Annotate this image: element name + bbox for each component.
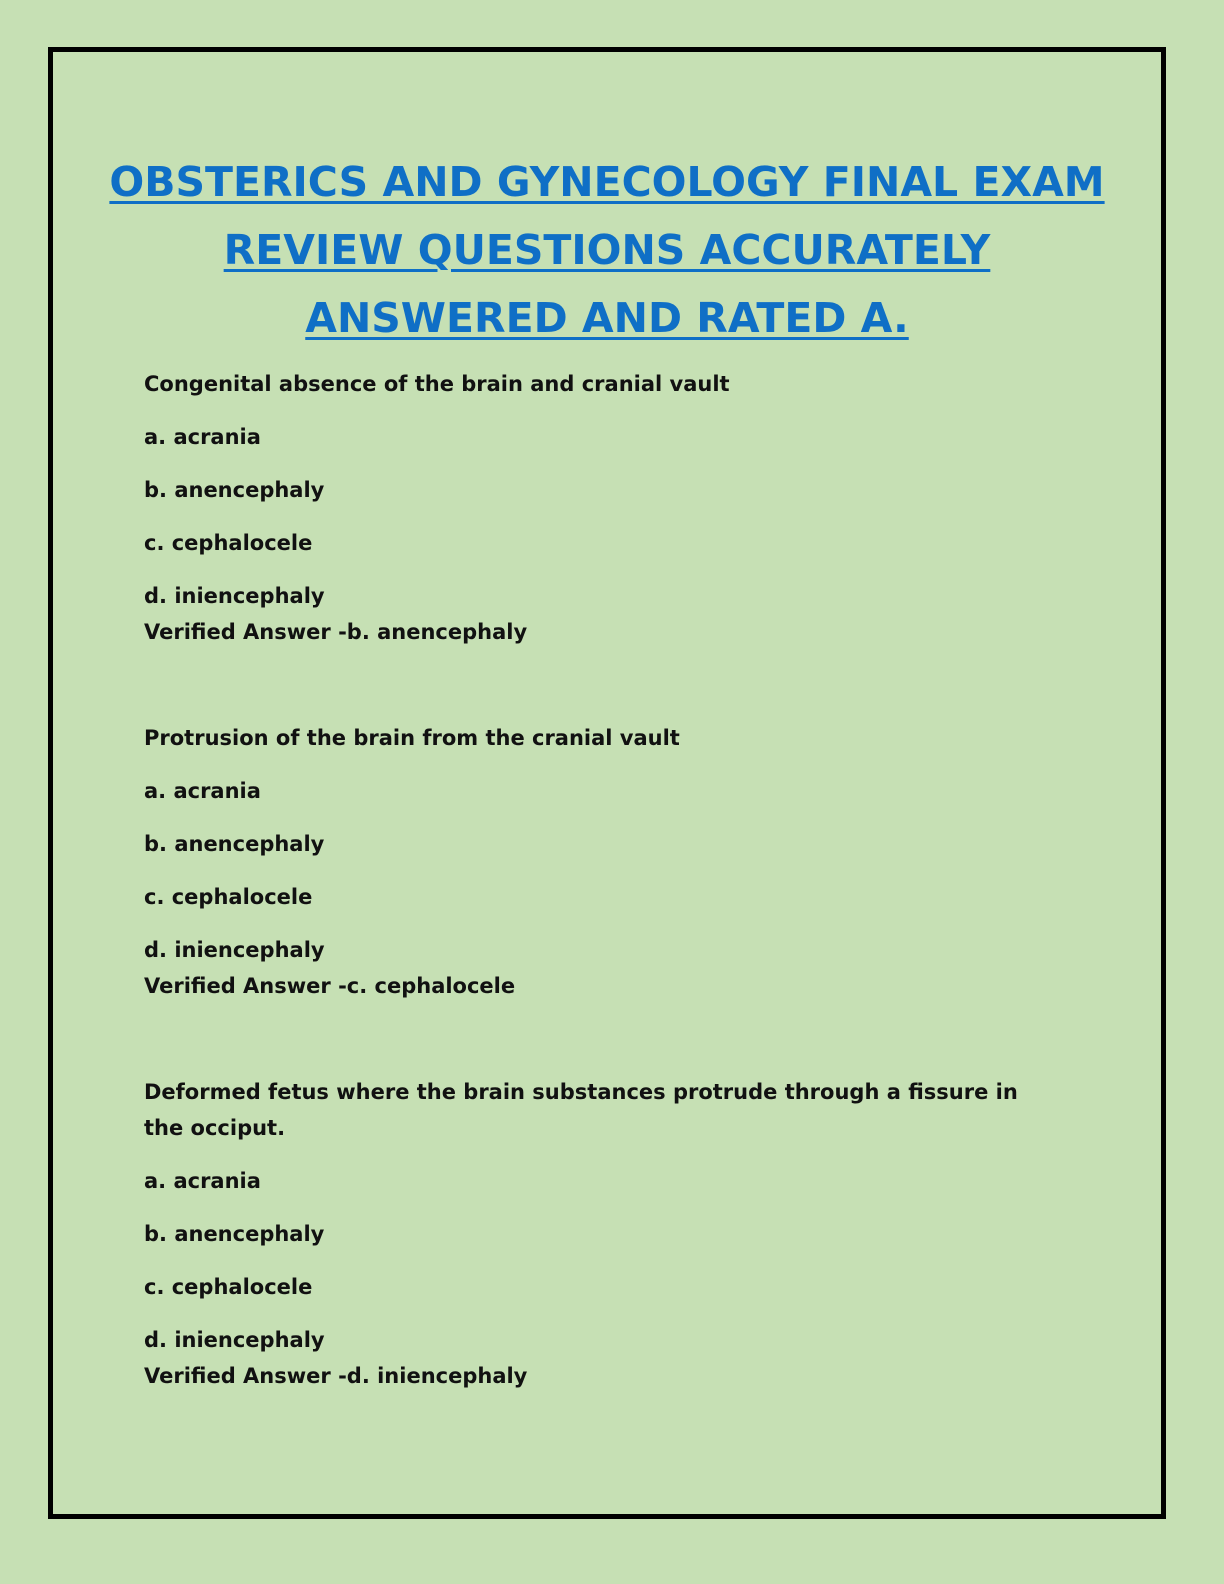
question-block-3 [144, 1074, 1064, 1394]
title-line-3: ANSWERED AND RATED A. [305, 294, 909, 342]
question-text: Deformed fetus where the brain substances protrude through a fissure in the occiput. [144, 1080, 1018, 1140]
question-text: Congenital absence of the brain and cranial vault [144, 372, 730, 396]
question-block-1 [144, 366, 1064, 650]
question-block-2 [144, 720, 1064, 1004]
title-line-2: REVIEW QUESTIONS ACCURATELY [223, 226, 991, 274]
title-line-1: OBSTERICS AND GYNECOLOGY FINAL EXAM [109, 158, 1105, 206]
question-text: Protrusion of the brain from the cranial vault [144, 726, 680, 750]
verified-answer: Verified Answer -d. iniencephaly [144, 1364, 528, 1388]
option-c: c. cephalocele [144, 1275, 313, 1299]
option-c: c. cephalocele [144, 885, 313, 909]
option-d: d. iniencephaly [144, 584, 325, 608]
option-d: d. iniencephaly [144, 938, 325, 962]
option-d: d. iniencephaly [144, 1328, 325, 1352]
option-a: a. acrania [144, 779, 261, 803]
verified-answer: Verified Answer -c. cephalocele [144, 974, 516, 998]
option-b: b. anencephaly [144, 1222, 325, 1246]
verified-answer: Verified Answer -b. anencephaly [144, 620, 528, 644]
document-title [48, 148, 1166, 352]
option-b: b. anencephaly [144, 832, 325, 856]
option-a: a. acrania [144, 425, 261, 449]
option-c: c. cephalocele [144, 531, 313, 555]
question-list [144, 366, 1064, 1394]
option-a: a. acrania [144, 1169, 261, 1193]
option-b: b. anencephaly [144, 478, 325, 502]
